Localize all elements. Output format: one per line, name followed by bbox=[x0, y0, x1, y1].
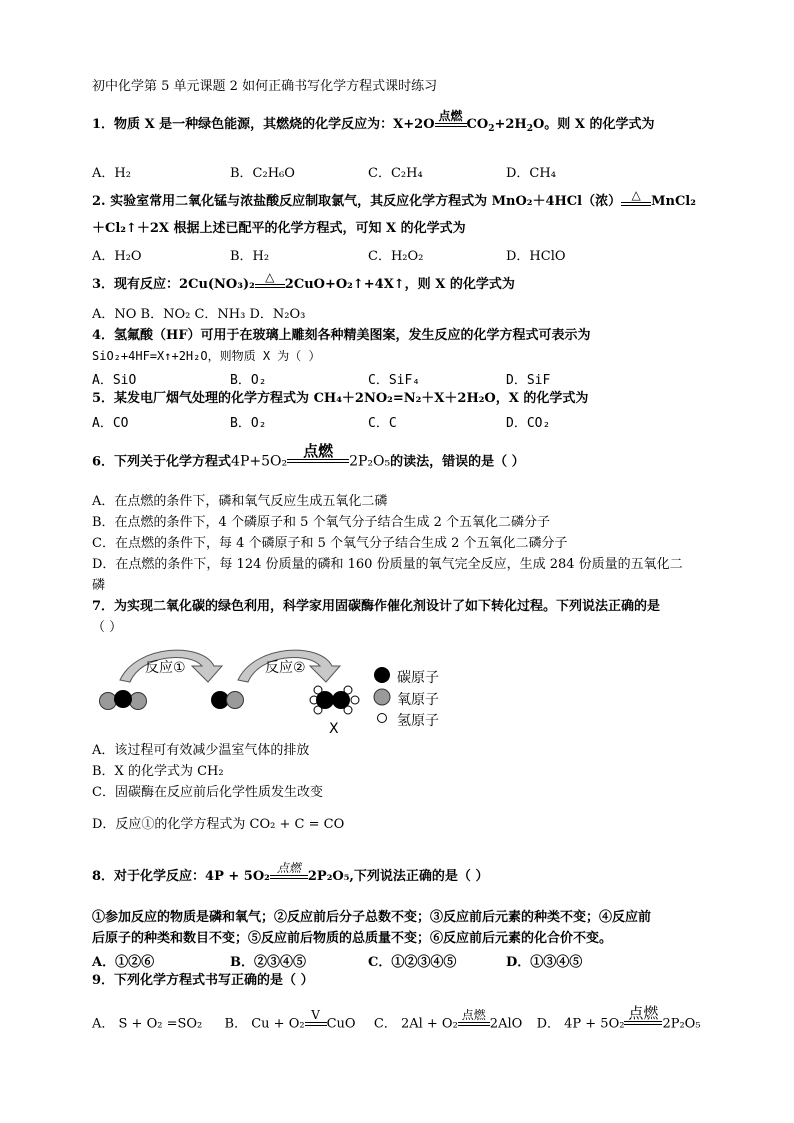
q6-option-d: D．在点燃的条件下，每 124 份质量的磷和 160 份质量的氧气完全反应，生成 284 份质量的五氧化二 bbox=[92, 557, 683, 572]
q6-stem-a: 6．下列关于化学方程式 bbox=[92, 454, 232, 470]
q5-option-d: D．CO₂ bbox=[506, 416, 551, 431]
q2-option-b: B．H₂ bbox=[230, 249, 270, 264]
oxygen-atom bbox=[227, 692, 244, 709]
question-6 bbox=[92, 442, 525, 472]
q6-eq-right: 2P₂O₅ bbox=[349, 453, 391, 470]
q2-option-d: D．HClO bbox=[506, 249, 566, 264]
q7-option-a: A．该过程可有效减少温室气体的排放 bbox=[92, 743, 310, 758]
q6-eq-left: 4P+5O₂ bbox=[231, 453, 288, 470]
legend-carbon-icon bbox=[374, 667, 390, 683]
q1-option-c: C．C₂H₄ bbox=[368, 166, 423, 181]
question-5: 5．某发电厂烟气处理的化学方程式为 CH₄＋2NO₂=N₂＋X＋2H₂O，X 的化学式为 bbox=[92, 391, 589, 406]
q7-option-d: D．反应①的化学方程式为 CO₂ + C = CO bbox=[92, 817, 345, 832]
oxygen-atom bbox=[100, 693, 117, 710]
q2-option-a: A．H₂O bbox=[92, 249, 142, 264]
q6-condition: 点燃 bbox=[287, 443, 349, 463]
q1-option-a: A．H₂ bbox=[92, 166, 131, 181]
question-7-line1: 7．为实现二氧化碳的绿色利用，科学家用固碳酶作催化剂设计了如下转化过程。下列说法正确的是 bbox=[92, 599, 661, 614]
q6-option-b: B．在点燃的条件下，4 个磷原子和 5 个氧气分子结合生成 2 个五氧化二磷分子 bbox=[92, 515, 551, 530]
legend-hydrogen-icon bbox=[378, 714, 387, 723]
question-9: 9．下列化学方程式书写正确的是（ ） bbox=[92, 973, 314, 988]
q9-option-b-product: CuO bbox=[326, 1016, 356, 1032]
q8-option-c: C．①②③④⑤ bbox=[368, 955, 457, 970]
q6-option-c: C．在点燃的条件下，每 4 个磷原子和 5 个氧气分子结合生成 2 个五氧化二磷分子 bbox=[92, 536, 568, 551]
q1-stem-c: +2H bbox=[494, 117, 527, 132]
carbon-atom bbox=[332, 691, 350, 709]
oxygen-atom bbox=[130, 693, 147, 710]
reaction2-label: 反应② bbox=[265, 660, 306, 676]
q1-stem-a: 1．物质 X 是一种绿色能源，其燃烧的化学反应为：X+2O bbox=[92, 117, 435, 132]
q6-stem-b: 的读法，错误的是（ ） bbox=[390, 454, 525, 470]
q2-option-c: C．H₂O₂ bbox=[368, 249, 424, 264]
q1-condition: 点燃 bbox=[435, 110, 467, 127]
q9-options bbox=[92, 1004, 701, 1034]
q8-stem-a: 8．对于化学反应：4P + 5O₂ bbox=[92, 869, 270, 884]
q3-stem-a: 3．现有反应：2Cu(NO₃)₂ bbox=[92, 277, 255, 292]
q8-option-b: B．②③④⑤ bbox=[230, 955, 306, 970]
q4-option-c: C．SiF₄ bbox=[368, 373, 421, 388]
question-3 bbox=[92, 270, 515, 294]
q5-option-b: B．O₂ bbox=[230, 416, 267, 431]
q9-option-c: C． 2Al + O₂ bbox=[373, 1016, 458, 1032]
q6-option-a: A．在点燃的条件下，磷和氧气反应生成五氧化二磷 bbox=[92, 494, 388, 509]
q8-option-a: A．①②⑥ bbox=[92, 955, 155, 970]
q2-product: MnCl₂ bbox=[651, 194, 696, 209]
q8-statements-line1: ①参加反应的物质是磷和氧气；②反应前后分子总数不变；③反应前后元素的种类不变；④反应前 bbox=[92, 910, 652, 925]
q1-stem-b: CO bbox=[466, 117, 489, 132]
q2-heat-condition: △ bbox=[621, 189, 651, 206]
page-title: 初中化学第 5 单元课题 2 如何正确书写化学方程式课时练习 bbox=[92, 79, 438, 94]
q8-condition: 点燃 bbox=[270, 862, 308, 879]
q3-heat-condition: △ bbox=[255, 271, 285, 288]
q9-option-d-product: 2P₂O₅ bbox=[662, 1016, 701, 1032]
q6-option-d-cont: 磷 bbox=[92, 578, 106, 593]
legend-carbon-label: 碳原子 bbox=[397, 670, 439, 686]
q9-c-condition: 点燃 bbox=[458, 1009, 490, 1026]
question-8 bbox=[92, 861, 489, 886]
q5-option-c: C．C bbox=[368, 416, 397, 431]
q7-option-c: C．固碳酶在反应前后化学性质发生改变 bbox=[92, 785, 323, 800]
q9-option-d: D． 4P + 5O₂ bbox=[536, 1016, 625, 1032]
q8-option-d: D．①③④⑤ bbox=[506, 955, 583, 970]
legend-oxygen-icon bbox=[374, 689, 390, 705]
q7-option-b: B．X 的化学式为 CH₂ bbox=[92, 764, 224, 779]
q9-d-condition: 点燃 bbox=[624, 1005, 662, 1025]
question-1: 1．物质 X 是一种绿色能源，其燃烧的化学反应为：X+2O 点燃 $CO_2+2H_2O$。则 X 的化学式为 bbox=[92, 109, 655, 134]
q3-options: A．NO B．NO₂ C．NH₃ D．N₂O₃ bbox=[92, 307, 306, 322]
q4-option-a: A．SiO bbox=[92, 373, 137, 388]
q1-option-b: B．C₂H₆O bbox=[230, 166, 295, 181]
question-4-line1: 4．氢氟酸（HF）可用于在玻璃上雕刻各种精美图案，发生反应的化学方程式可表示为 bbox=[92, 328, 591, 343]
q9-b-condition: V bbox=[305, 1009, 327, 1026]
q1-stem-d: O。则 X 的化学式为 bbox=[532, 117, 655, 132]
q4-option-d: D．SiF bbox=[506, 373, 551, 388]
q8-stem-b: 2P₂O₅,下列说法正确的是（ ） bbox=[307, 869, 489, 884]
q1-option-d: D．CH₄ bbox=[506, 166, 556, 181]
question-2-line2: ＋Cl₂↑＋2X 根据上述已配平的化学方程式，可知 X 的化学式为 bbox=[92, 221, 466, 236]
question-7-line2: （ ） bbox=[92, 620, 123, 635]
question-4-line2: SiO₂+4HF=X↑+2H₂O，则物质 X 为（ ） bbox=[92, 349, 321, 363]
carbon-atom bbox=[316, 691, 334, 709]
q2-stem: 2. 实验室常用二氧化锰与浓盐酸反应制取氯气，其反应化学方程式为 MnO₂＋4HCl（浓） bbox=[92, 194, 622, 209]
question-2-line1 bbox=[92, 188, 696, 211]
hydrogen-atom bbox=[351, 696, 359, 704]
q4-option-b: B．O₂ bbox=[230, 373, 267, 388]
q3-stem-b: 2CuO+O₂↑+4X↑，则 X 的化学式为 bbox=[284, 277, 515, 292]
q9-option-b: B． Cu + O₂ bbox=[224, 1016, 305, 1032]
legend-hydrogen-label: 氢原子 bbox=[397, 713, 439, 729]
x-label: X bbox=[329, 721, 339, 737]
q5-option-a: A．CO bbox=[92, 416, 129, 431]
carbon-atom bbox=[114, 690, 132, 708]
q9-option-a: A． S + O₂ =SO₂ bbox=[92, 1016, 203, 1032]
q9-option-c-product: 2AlO bbox=[489, 1016, 523, 1032]
reaction1-label: 反应① bbox=[145, 660, 186, 676]
legend-oxygen-label: 氧原子 bbox=[397, 692, 439, 708]
q8-statements-line2: 后原子的种类和数目不变；⑤反应前后物质的总质量不变；⑥反应前后元素的化合价不变。 bbox=[92, 931, 613, 946]
